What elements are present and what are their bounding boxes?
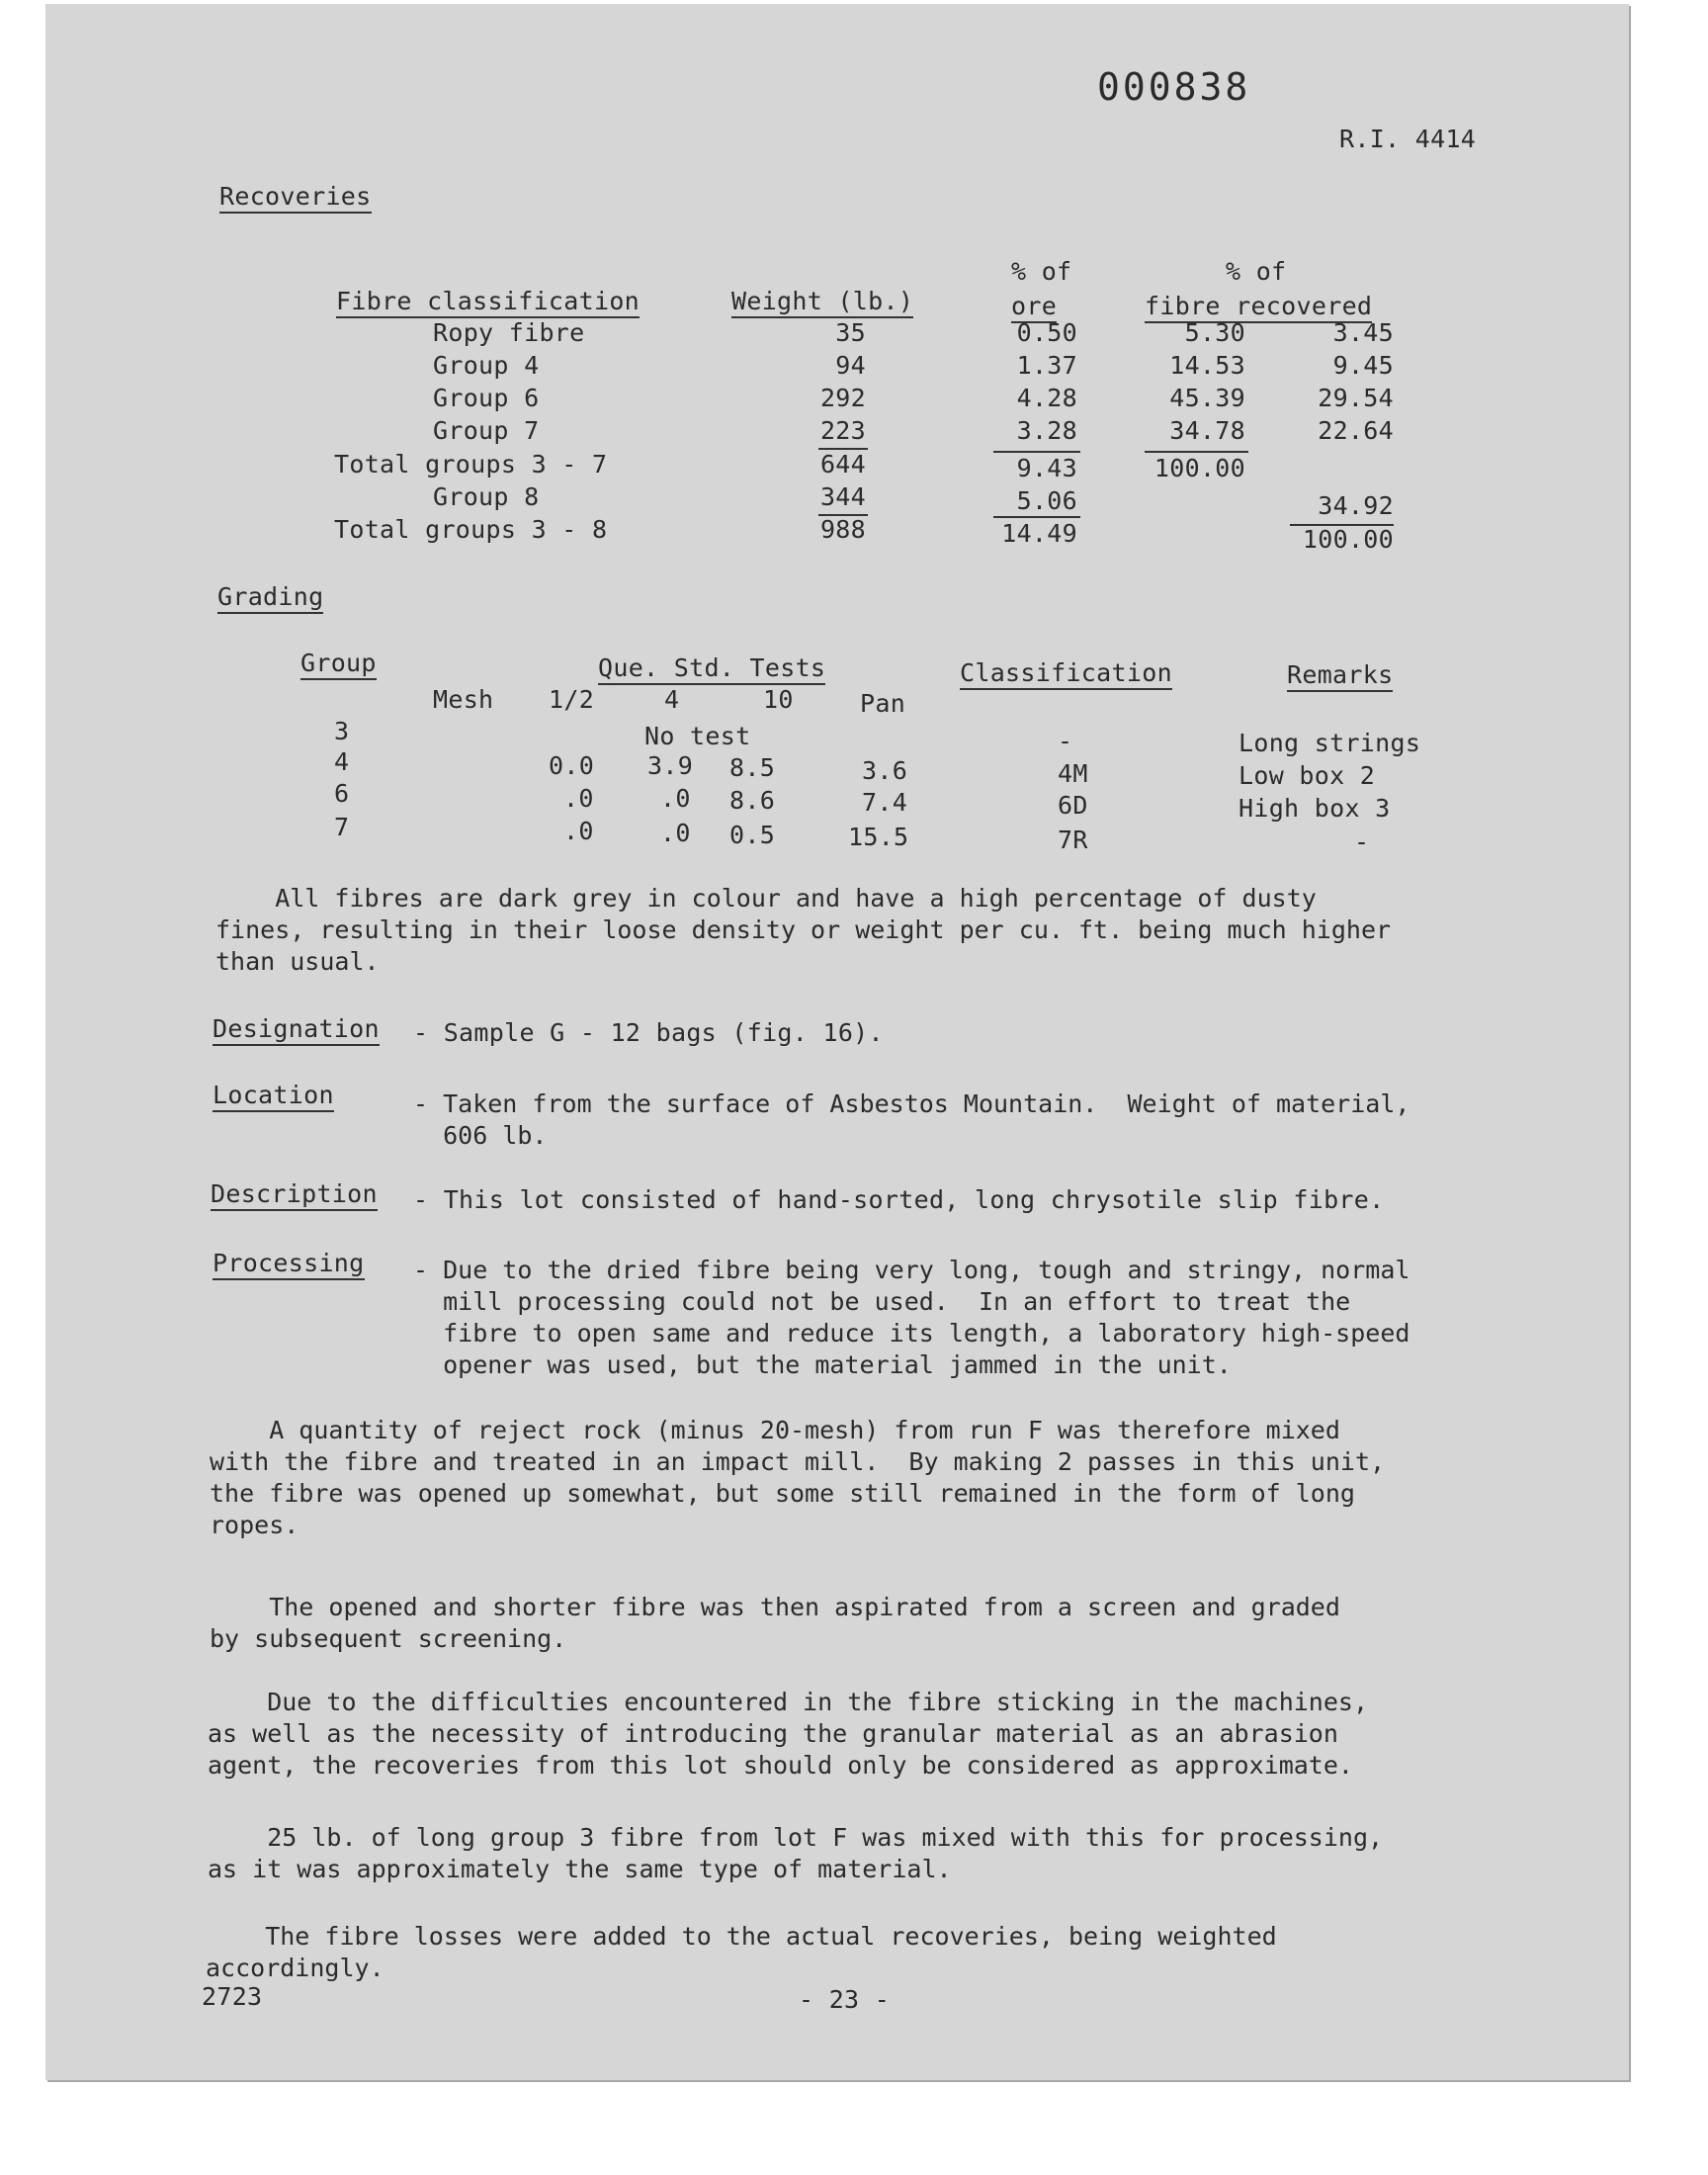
col-group: Group [300,649,377,680]
paragraph-fibre-losses: The fibre losses were added to the actual recoveries, being weighted accordingly. [206,1922,1277,1982]
row-weight: 223 [819,416,866,445]
col-mesh: Mesh [433,685,494,714]
grade-group: 6 [334,779,350,808]
grade-m4: .0 [660,819,691,847]
location-text: - Taken from the surface of Asbestos Mountain. Weight of material, 606 lb. [413,1089,1410,1150]
row-pct-ore: 9.43 [1016,454,1077,482]
document-code: 2723 [202,1982,263,2011]
grade-group: 7 [334,813,350,841]
col-fibre-classification: Fibre classification [336,287,640,318]
sum-rule-ore-2 [993,516,1080,518]
sum-rule-weight-1 [818,448,868,450]
sum-rule-weight-2 [818,514,868,516]
row-weight: 344 [819,482,866,511]
row-pct-a: 34.78 [1169,416,1245,445]
location-label: Location [213,1081,334,1112]
grade-half: .0 [563,817,594,845]
grade-classification: 4M [1058,759,1088,788]
grade-m10: 8.6 [729,786,776,815]
row-label: Group 7 [433,416,540,445]
row-pct-b: 3.45 [1332,318,1394,347]
row-label: Total groups 3 - 8 [334,515,608,544]
row-pct-a: 5.30 [1184,318,1245,347]
grade-pan: 7.4 [862,788,908,817]
col-pan: Pan [860,689,906,718]
row-pct-ore: 3.28 [1016,416,1077,445]
grade-classification: 6D [1058,791,1088,820]
row-weight: 35 [835,318,866,347]
grading-heading: Grading [217,582,323,614]
row-weight: 292 [819,384,866,412]
row-weight: 644 [819,450,866,478]
row-pct-a: 100.00 [1153,454,1245,482]
stamp-number: 000838 [1097,65,1251,109]
designation-label: Designation [213,1014,380,1046]
grade-remarks: - [1354,827,1370,856]
row-pct-ore: 4.28 [1016,384,1077,412]
paragraph-difficulties: Due to the difficulties encountered in the fibre sticking in the machines, as well as the necessity of introducing the granular material as an abrasion agent, the recoveries from this lot should only be considered as approximate. [208,1688,1368,1780]
col-que-std-tests: Que. Std. Tests [598,653,825,685]
col-pct-ore-top: % of [1011,257,1072,286]
row-label: Ropy fibre [433,318,585,347]
row-label: Group 8 [433,482,540,511]
paragraph-reject-rock: A quantity of reject rock (minus 20-mesh) from run F was therefore mixed with the fibre and treated in an impact mill. By making 2 passes in this unit, the fibre was opened up somewhat, but some still remained in the form of long ropes. [210,1416,1386,1539]
row-pct-b: 100.00 [1302,525,1394,554]
grade-pan: 3.6 [862,756,908,785]
designation-text: - Sample G - 12 bags (fig. 16). [413,1018,884,1047]
col-weight: Weight (lb.) [731,287,913,318]
grade-no-test: No test [644,722,751,750]
col-mesh-half: 1/2 [549,685,595,714]
grade-remarks: Long strings [1238,729,1421,757]
grade-pan: 15.5 [848,823,909,851]
grade-remarks: Low box 2 [1238,761,1376,790]
row-label: Group 6 [433,384,540,412]
row-pct-b: 22.64 [1318,416,1394,445]
row-pct-ore: 14.49 [1001,519,1077,548]
paragraph-fibre-colour: All fibres are dark grey in colour and have a high percentage of dusty fines, resulting in their loose density or weight per cu. ft. being much higher than usual. [215,884,1392,976]
grade-group: 3 [334,717,350,745]
row-label: Total groups 3 - 7 [334,450,608,478]
processing-label: Processing [213,1249,365,1280]
row-pct-b: 29.54 [1318,384,1394,412]
description-text: - This lot consisted of hand-sorted, long chrysotile slip fibre. [413,1185,1385,1214]
col-pct-fibre-top: % of [1226,257,1287,286]
row-weight: 94 [835,351,866,380]
processing-text: - Due to the dried fibre being very long, tough and stringy, normal mill processing could not be used. In an effort to treat the fibre to open same and reduce its length, a laboratory high-speed opener was used, but the material jammed in the unit. [413,1256,1410,1379]
grade-half: .0 [563,784,594,813]
row-pct-ore: 5.06 [1016,486,1077,515]
col-pct-ore-bottom: ore [1011,292,1057,323]
row-pct-a: 14.53 [1169,351,1245,380]
sum-rule-fibre-1 [1145,451,1248,453]
col-classification: Classification [960,658,1172,690]
grade-classification: 7R [1058,826,1088,854]
grade-m4: .0 [660,784,691,813]
paragraph-aspirated: The opened and shorter fibre was then aspirated from a screen and graded by subsequent screening. [210,1593,1340,1653]
row-pct-ore: 0.50 [1016,318,1077,347]
grade-group: 4 [334,747,350,776]
row-pct-b: 34.92 [1318,491,1394,520]
col-mesh-4: 4 [664,685,680,714]
page-number: - 23 - [799,1985,891,2014]
sum-rule-fibre-2 [1290,524,1394,526]
col-pct-fibre-bottom: fibre recovered [1145,292,1372,323]
grade-remarks: High box 3 [1238,794,1391,823]
grade-m4: 3.9 [647,751,694,780]
recoveries-heading: Recoveries [219,182,372,214]
grade-m10: 0.5 [729,821,776,849]
row-label: Group 4 [433,351,540,380]
paragraph-group3-fibre: 25 lb. of long group 3 fibre from lot F was mixed with this for processing, as it was approximately the same type of material. [208,1823,1384,1883]
grade-half: 0.0 [549,751,595,780]
sum-rule-ore-1 [993,451,1080,453]
report-id: R.I. 4414 [1339,125,1477,153]
col-remarks: Remarks [1287,660,1393,692]
col-mesh-10: 10 [763,685,794,714]
grade-m10: 8.5 [729,753,776,782]
row-pct-ore: 1.37 [1016,351,1077,380]
grade-classification: - [1058,727,1073,755]
row-pct-a: 45.39 [1169,384,1245,412]
row-pct-b: 9.45 [1332,351,1394,380]
description-label: Description [211,1179,378,1211]
row-weight: 988 [819,515,866,544]
